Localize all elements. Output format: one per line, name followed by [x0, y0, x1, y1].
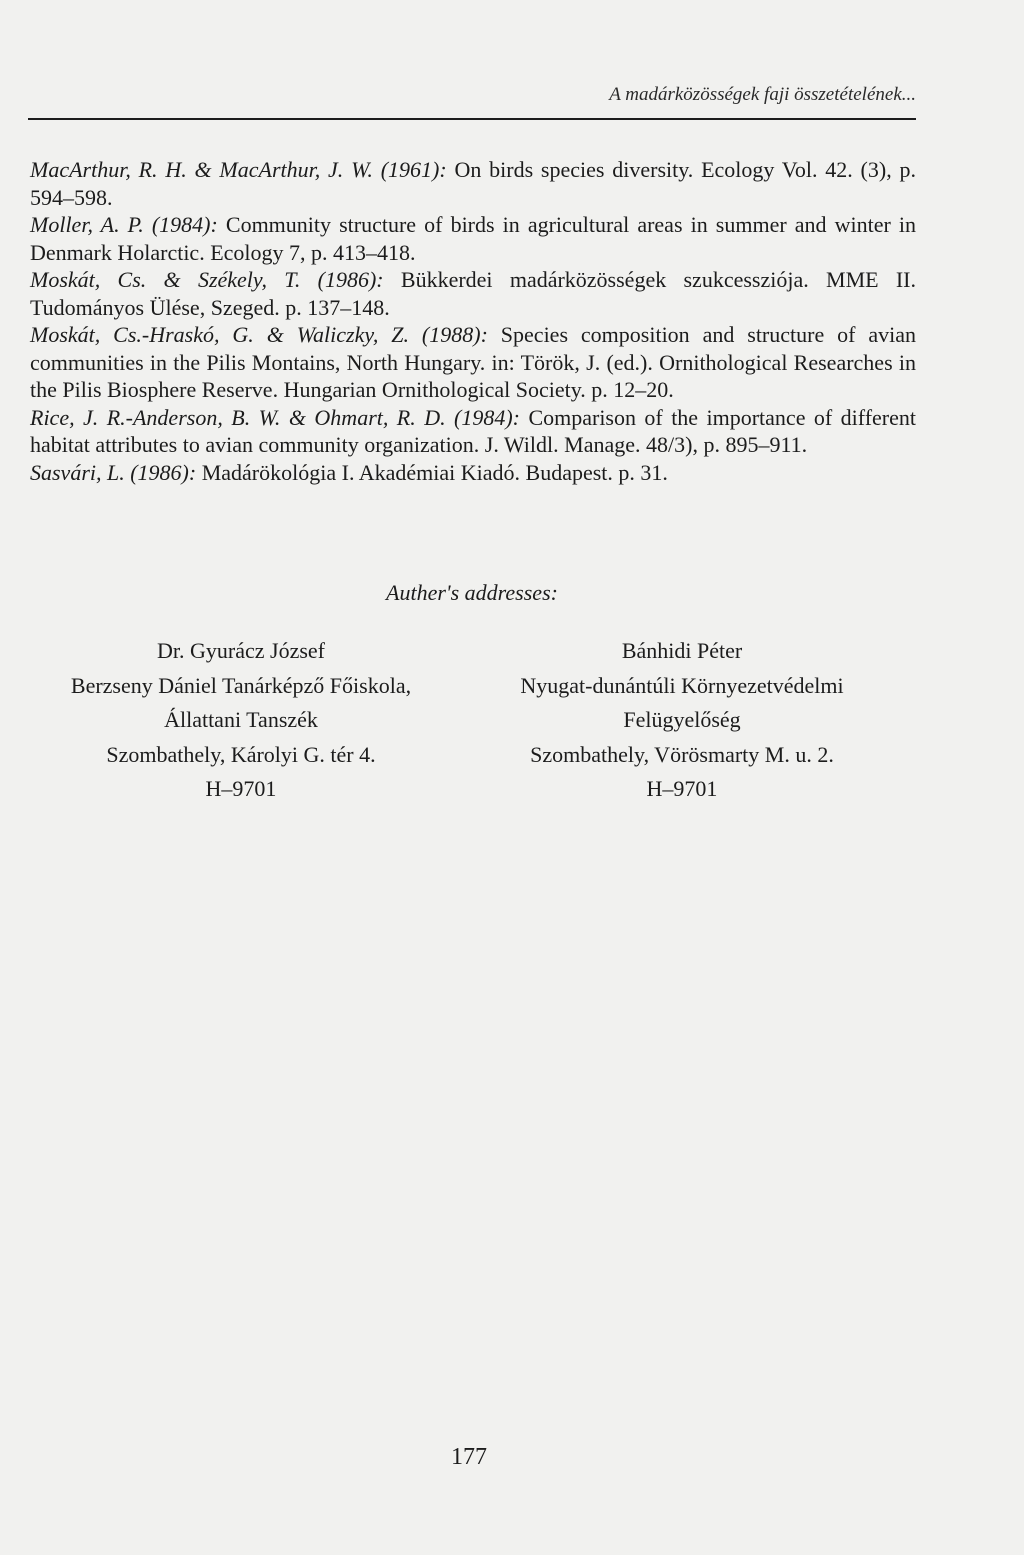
address-postcode: H–9701 [646, 776, 718, 801]
address-name: Dr. Gyurácz József [157, 638, 325, 663]
reference-text: Community structure of birds in agricultural areas in summer and winter in Denmark Holarctic. Ecology 7, p. 413–418. [30, 212, 916, 265]
address-institution: Nyugat-dunántúli Környezetvédelmi [520, 672, 844, 698]
reference-item [30, 266, 916, 321]
reference-text: Bükkerdei madárközösségek szukcessziója. MME II. Tudományos Ülése, Szeged. p. 137–148. [30, 267, 916, 320]
running-head: A madárközösségek faji összetételének... [609, 84, 916, 105]
address-street: Szombathely, Vörösmarty M. u. 2. [530, 741, 834, 767]
reference-item [30, 156, 916, 211]
address-postcode: H–9701 [205, 776, 277, 801]
reference-authors: Moskát, Cs. & Székely, T. (1986): [30, 267, 384, 292]
reference-text: Madárökológia I. Akadémiai Kiadó. Budapest. p. 31. [196, 459, 668, 485]
address-department: Állattani Tanszék [164, 707, 318, 732]
reference-list [30, 156, 916, 486]
address-institution: Berzseny Dániel Tanárképző Főiskola, [70, 672, 412, 698]
reference-item [30, 211, 916, 266]
reference-item [30, 404, 916, 459]
reference-item [30, 321, 916, 404]
reference-authors: Rice, J. R.-Anderson, B. W. & Ohmart, R. D. (1984): [30, 404, 520, 430]
address-department: Felügyelőség [623, 707, 741, 732]
address-name: Bánhidi Péter [621, 638, 743, 663]
page-number: 177 [451, 1444, 487, 1470]
address-left [26, 634, 456, 807]
reference-authors: Sasvári, L. (1986): [30, 459, 197, 485]
address-right [468, 634, 896, 807]
reference-authors: Moskát, Cs.-Hraskó, G. & Waliczky, Z. (1988): [30, 322, 488, 347]
reference-authors: Moller, A. P. (1984): [30, 212, 218, 237]
reference-item [30, 459, 916, 487]
addresses-heading: Auther's addresses: [386, 580, 558, 605]
reference-text: Comparison of the importance of different habitat attributes to avian community organization. J. Wildl. Manage. 48/3), p. 895–911. [30, 404, 917, 457]
header-rule [28, 118, 916, 120]
address-street: Szombathely, Károlyi G. tér 4. [106, 741, 376, 767]
reference-text: On birds species diversity. Ecology Vol. 42. (3), p. 594–598. [30, 157, 916, 210]
reference-authors: MacArthur, R. H. & MacArthur, J. W. (1961): [30, 157, 447, 182]
reference-text: Species composition and structure of avian communities in the Pilis Montains, North Hungary. in: Török, J. (ed.). Ornithological Researches in the Pilis Biosphere Reserve. Hungarian Ornithological Society. p. 12–20. [30, 322, 916, 402]
